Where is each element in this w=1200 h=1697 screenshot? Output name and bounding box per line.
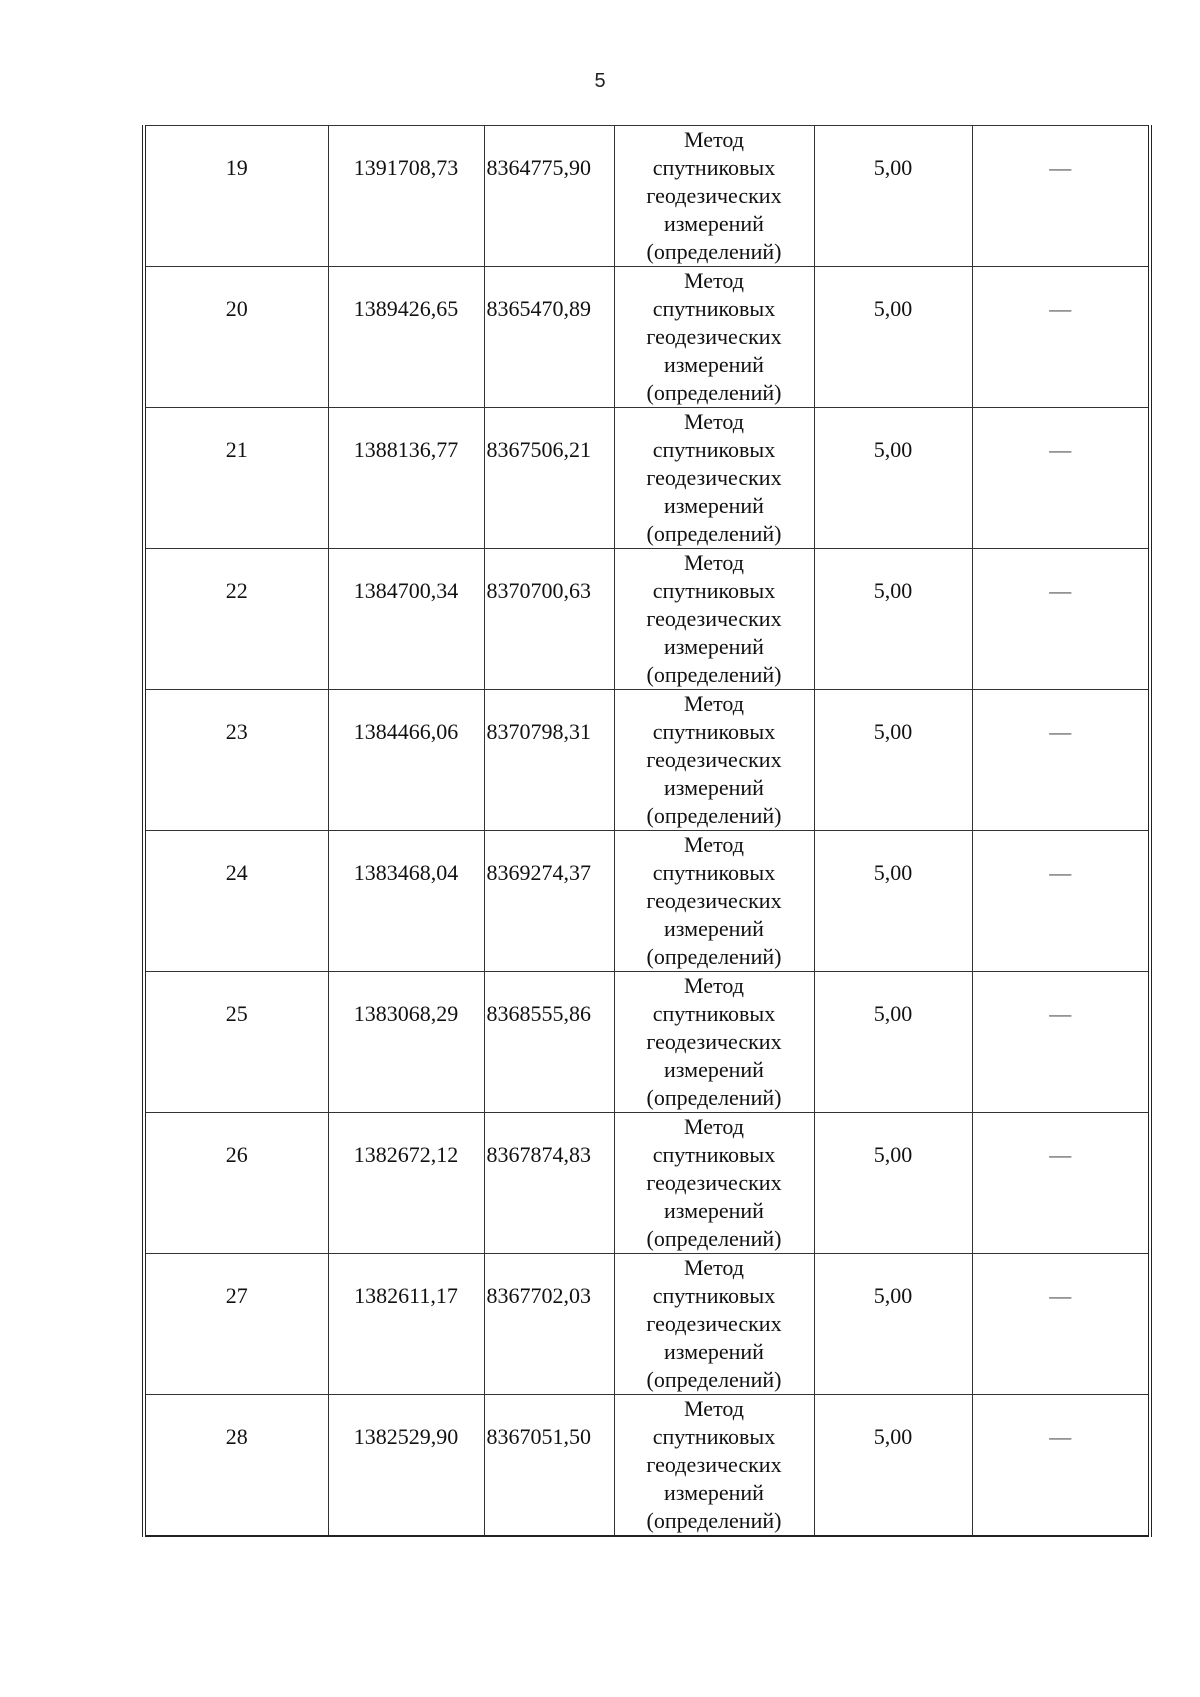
accuracy-value: 5,00 — [814, 831, 972, 972]
coordinate-x: 1383468,04 — [328, 831, 484, 972]
method-line: спутниковых — [652, 860, 776, 885]
method-line: спутниковых — [652, 296, 776, 321]
coordinate-y: 8367702,03 — [484, 1254, 614, 1395]
method-line: геодезических — [646, 465, 782, 490]
method-line: Метод — [684, 691, 744, 716]
method-line: геодезических — [646, 1170, 782, 1195]
coordinate-y: 8368555,86 — [484, 972, 614, 1113]
coordinate-y: 8367051,50 — [484, 1395, 614, 1537]
table-row — [144, 549, 1150, 690]
method-line: геодезических — [646, 747, 782, 772]
point-number: 25 — [144, 972, 328, 1113]
method-line: (определений) — [646, 380, 782, 405]
method-line: спутниковых — [652, 578, 776, 603]
point-number: 26 — [144, 1113, 328, 1254]
coordinate-x: 1391708,73 — [328, 126, 484, 267]
accuracy-value: 5,00 — [814, 1254, 972, 1395]
method-cell — [614, 126, 814, 267]
method-line: Метод — [684, 1396, 744, 1421]
method-line: Метод — [684, 268, 744, 293]
description-dash: — — [972, 1395, 1150, 1537]
description-dash: — — [972, 267, 1150, 408]
coordinate-y: 8367506,21 — [484, 408, 614, 549]
method-cell — [614, 408, 814, 549]
table-row — [144, 1254, 1150, 1395]
method-line: (определений) — [646, 239, 782, 264]
description-dash: — — [972, 549, 1150, 690]
description-dash: — — [972, 831, 1150, 972]
description-dash: — — [972, 1113, 1150, 1254]
method-line: геодезических — [646, 1029, 782, 1054]
method-line: Метод — [684, 550, 744, 575]
method-line: измерений — [664, 211, 764, 236]
table-row — [144, 831, 1150, 972]
point-number: 28 — [144, 1395, 328, 1537]
method-cell — [614, 549, 814, 690]
accuracy-value: 5,00 — [814, 267, 972, 408]
method-line: Метод — [684, 1114, 744, 1139]
point-number: 23 — [144, 690, 328, 831]
coordinate-x: 1384700,34 — [328, 549, 484, 690]
page-number: 5 — [594, 70, 606, 92]
method-line: (определений) — [646, 1508, 782, 1533]
method-line: спутниковых — [652, 155, 776, 180]
method-line: спутниковых — [652, 719, 776, 744]
method-cell — [614, 1113, 814, 1254]
coordinate-x: 1382611,17 — [328, 1254, 484, 1395]
description-dash: — — [972, 126, 1150, 267]
method-line: измерений — [664, 493, 764, 518]
accuracy-value: 5,00 — [814, 1395, 972, 1537]
method-line: Метод — [684, 832, 744, 857]
accuracy-value: 5,00 — [814, 1113, 972, 1254]
table-row — [144, 408, 1150, 549]
method-line: (определений) — [646, 944, 782, 969]
method-line: спутниковых — [652, 1142, 776, 1167]
method-line: спутниковых — [652, 437, 776, 462]
method-line: измерений — [664, 916, 764, 941]
method-line: геодезических — [646, 183, 782, 208]
coordinate-y: 8365470,89 — [484, 267, 614, 408]
method-line: измерений — [664, 775, 764, 800]
coordinate-x: 1384466,06 — [328, 690, 484, 831]
method-line: (определений) — [646, 1085, 782, 1110]
method-line: геодезических — [646, 888, 782, 913]
method-line: измерений — [664, 1339, 764, 1364]
method-line: измерений — [664, 1057, 764, 1082]
coordinate-y: 8370700,63 — [484, 549, 614, 690]
coordinate-y: 8370798,31 — [484, 690, 614, 831]
coordinate-x: 1382672,12 — [328, 1113, 484, 1254]
table-row — [144, 690, 1150, 831]
method-line: (определений) — [646, 1367, 782, 1392]
method-line: геодезических — [646, 1452, 782, 1477]
method-line: спутниковых — [652, 1424, 776, 1449]
method-line: Метод — [684, 973, 744, 998]
description-dash: — — [972, 972, 1150, 1113]
method-line: геодезических — [646, 606, 782, 631]
coordinate-y: 8364775,90 — [484, 126, 614, 267]
method-line: измерений — [664, 1198, 764, 1223]
table-body — [144, 126, 1150, 1537]
method-line: (определений) — [646, 803, 782, 828]
method-line: Метод — [684, 409, 744, 434]
method-line: измерений — [664, 352, 764, 377]
description-dash: — — [972, 690, 1150, 831]
method-cell — [614, 690, 814, 831]
method-line: (определений) — [646, 662, 782, 687]
table-row — [144, 1395, 1150, 1537]
table-row — [144, 1113, 1150, 1254]
point-number: 21 — [144, 408, 328, 549]
point-number: 22 — [144, 549, 328, 690]
method-line: измерений — [664, 1480, 764, 1505]
method-line: (определений) — [646, 521, 782, 546]
method-cell — [614, 831, 814, 972]
method-cell — [614, 972, 814, 1113]
method-line: (определений) — [646, 1226, 782, 1251]
table-row — [144, 972, 1150, 1113]
coordinate-y: 8367874,83 — [484, 1113, 614, 1254]
method-line: геодезических — [646, 324, 782, 349]
method-cell — [614, 1254, 814, 1395]
accuracy-value: 5,00 — [814, 549, 972, 690]
method-line: спутниковых — [652, 1283, 776, 1308]
method-line: спутниковых — [652, 1001, 776, 1026]
coordinate-x: 1389426,65 — [328, 267, 484, 408]
method-line: Метод — [684, 127, 744, 152]
coordinate-x: 1382529,90 — [328, 1395, 484, 1537]
method-line: измерений — [664, 634, 764, 659]
method-line: геодезических — [646, 1311, 782, 1336]
coordinate-x: 1383068,29 — [328, 972, 484, 1113]
table-row — [144, 126, 1150, 267]
method-line: Метод — [684, 1255, 744, 1280]
point-number: 19 — [144, 126, 328, 267]
table-row — [144, 267, 1150, 408]
accuracy-value: 5,00 — [814, 408, 972, 549]
description-dash: — — [972, 408, 1150, 549]
description-dash: — — [972, 1254, 1150, 1395]
coordinate-y: 8369274,37 — [484, 831, 614, 972]
coordinate-x: 1388136,77 — [328, 408, 484, 549]
accuracy-value: 5,00 — [814, 972, 972, 1113]
method-cell — [614, 1395, 814, 1537]
coordinates-table — [142, 125, 1152, 1537]
accuracy-value: 5,00 — [814, 126, 972, 267]
accuracy-value: 5,00 — [814, 690, 972, 831]
point-number: 27 — [144, 1254, 328, 1395]
method-cell — [614, 267, 814, 408]
point-number: 20 — [144, 267, 328, 408]
point-number: 24 — [144, 831, 328, 972]
